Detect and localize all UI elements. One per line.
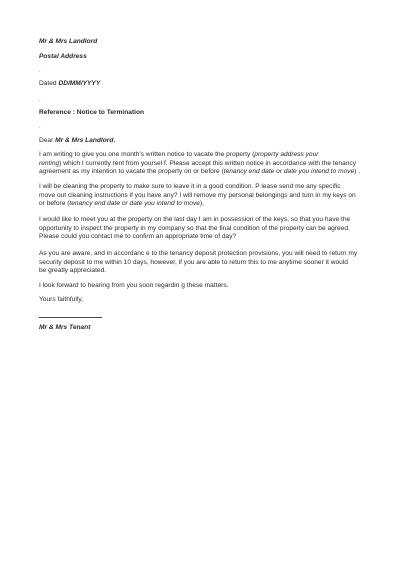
placeholder-text: tenancy end date or date you intend to move (223, 168, 355, 176)
paragraph-inspection (39, 216, 369, 242)
text-line: move out cleaning instructions if you have any? I will remove my personal belongings and turn in my keys on (39, 191, 356, 199)
salutation (39, 137, 115, 146)
text-line: opportunity to inspect the property in my company so that the final condition of the property can be agreed. (39, 224, 350, 232)
placeholder-text: tenancy end date or date you intend to move (69, 200, 200, 208)
paragraph-notice (39, 151, 369, 177)
closing: Yours faithfully, (39, 296, 83, 303)
text-line: I will be cleaning the property to make sure to leave it in a good condition. P lease send me any specific (39, 183, 341, 190)
date-line (39, 80, 100, 89)
text-span: or before ( (39, 200, 70, 208)
text-span: agreement as my intention to vacate the property on or before ( (39, 168, 224, 176)
text-line: Please could you contact me to confirm an appropriate time of day? (39, 233, 237, 241)
text-line: As you are aware, and in accordanc e to the tenancy deposit protection provisions, you will need to return my (39, 250, 358, 257)
placeholder-text: property address your (254, 151, 319, 158)
paragraph-deposit (39, 250, 369, 276)
text-line: I would like to meet you at the property on the last day I am in possession of the keys, so that you have the (39, 216, 351, 223)
spacer-dot: . (39, 68, 41, 74)
reference-line: Reference : Notice to Termination (39, 109, 145, 116)
sender-name: Mr & Mrs Landlord (39, 38, 98, 45)
spacer-dot: . (39, 124, 41, 130)
paragraph-cleaning (39, 183, 369, 209)
text-line: security deposit to me within 10 days, however, if you are able to return this to me anytime sooner it would (39, 258, 348, 266)
spacer-dot: . (39, 97, 41, 103)
date-label: Dated (39, 80, 57, 87)
text-span: ) which I currently rent from yoursel f. Please accept this written notice in accordance with the tenancy (59, 159, 357, 167)
signatory-name: Mr & Mrs Tenant (39, 324, 91, 331)
date-value: DD/MM/YYYY (58, 80, 101, 87)
text-span: I am writing to give you one month's written notice to vacate the property ( (39, 151, 255, 158)
paragraph-closing-remark: I look forward to hearing from you soon regardin g these matters. (39, 282, 229, 289)
text-line: be greatly appreciated. (39, 267, 107, 275)
text-span: ) . (354, 168, 361, 176)
sender-address: Postal Address (39, 53, 87, 60)
salutation-name: Mr & Mrs Landlord (55, 137, 114, 144)
signature-line (39, 317, 102, 318)
salutation-prefix: Dear (39, 137, 54, 144)
text-span: ). (199, 200, 204, 208)
placeholder-text: renting (39, 159, 60, 167)
salutation-comma: , (113, 137, 116, 144)
